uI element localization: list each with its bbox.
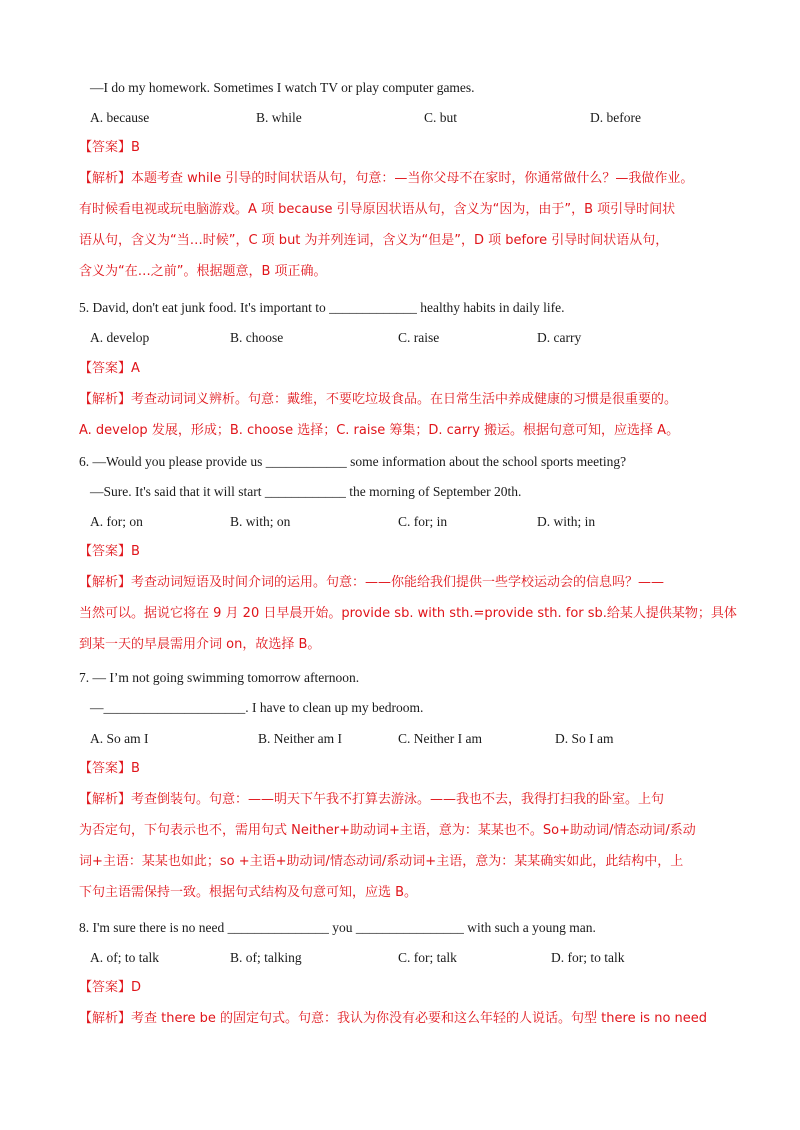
q8-option-b: B. of; talking xyxy=(230,950,302,965)
q5-option-a: A. develop xyxy=(90,330,150,345)
q5-question: 5. David, don't eat junk food. It's important to _____________ healthy habits in daily life. xyxy=(79,300,565,315)
q6-option-d: D. with; in xyxy=(537,514,596,529)
q5-explain-line: A. develop 发展，形成；B. choose 选择；C. raise 筹集；D. carry 搬运。根据句意可知，应选择 A。 xyxy=(79,423,680,438)
q7-explain-line: 为否定句，下句表示也不，需用句式 Neither+助动词+主语，意为：某某也不。So+助动词/情态动词/系动 xyxy=(79,823,696,838)
q7-explain-line: 【解析】考查倒装句。句意：——明天下午我不打算去游泳。——我也不去，我得打扫我的卧室。上句 xyxy=(79,792,665,807)
q4-explain-line: 语从句，含义为“当…时候”，C 项 but 为并列连词，含义为“但是”，D 项 before 引导时间状语从句， xyxy=(79,233,669,248)
q4-answer-label: 【答案】B xyxy=(79,140,140,155)
q6-question-line: 6. —Would you please provide us ____________ some information about the school sports meeting? xyxy=(79,454,627,469)
q5-answer-label: 【答案】A xyxy=(79,361,140,376)
q7-explain-line: 词+主语：某某也如此；so +主语+助动词/情态动词/系动词+主语，意为：某某确实如此，此结构中，上 xyxy=(79,854,684,869)
q7-explain-line: 下句主语需保持一致。根据句式结构及句意可知，应选 B。 xyxy=(79,885,418,900)
q5-option-b: B. choose xyxy=(230,330,284,345)
q6-question-line: —Sure. It's said that it will start ____________ the morning of September 20th. xyxy=(90,484,522,499)
q7-option-b: B. Neither am I xyxy=(258,731,342,746)
q8-option-c: C. for; talk xyxy=(398,950,457,965)
q7-question-line: 7. — I’m not going swimming tomorrow afternoon. xyxy=(79,670,360,685)
q4-explain-line: 含义为“在…之前”。根据题意，B 项正确。 xyxy=(79,264,327,279)
q5-explain-line: 【解析】考查动词词义辨析。句意：戴维，不要吃垃圾食品。在日常生活中养成健康的习惯是很重要的。 xyxy=(79,392,678,407)
q8-option-a: A. of; to talk xyxy=(90,950,159,965)
q7-option-a: A. So am I xyxy=(90,731,149,746)
q4-answer-line: —I do my homework. Sometimes I watch TV or play computer games. xyxy=(90,80,475,95)
q7-answer-label: 【答案】B xyxy=(79,761,140,776)
q4-option-c: C. but xyxy=(424,110,458,125)
q8-option-d: D. for; to talk xyxy=(551,950,625,965)
q7-option-d: D. So I am xyxy=(555,731,614,746)
q6-answer-label: 【答案】B xyxy=(79,544,140,559)
q8-question: 8. I'm sure there is no need _______________ you ________________ with such a young man. xyxy=(79,920,596,935)
q4-explain-line: 有时候看电视或玩电脑游戏。A 项 because 引导原因状语从句，含义为“因为，由于”，B 项引导时间状 xyxy=(79,202,676,217)
q6-option-a: A. for; on xyxy=(90,514,143,529)
q6-option-b: B. with; on xyxy=(230,514,291,529)
q5-option-c: C. raise xyxy=(398,330,440,345)
q6-option-c: C. for; in xyxy=(398,514,448,529)
q7-option-c: C. Neither I am xyxy=(398,731,482,746)
q4-option-d: D. before xyxy=(590,110,641,125)
q8-explain-line: 【解析】考查 there be 的固定句式。句意：我认为你没有必要和这么年轻的人说话。句型 there is no need xyxy=(79,1011,708,1026)
q4-explain-line: 【解析】本题考查 while 引导的时间状语从句，句意：—当你父母不在家时，你通常做什么？—我做作业。 xyxy=(79,171,694,186)
q6-explain-line: 【解析】考查动词短语及时间介词的运用。句意：——你能给我们提供一些学校运动会的信息吗？—— xyxy=(79,575,665,590)
q6-explain-line: 到某一天的早晨需用介词 on，故选择 B。 xyxy=(79,637,321,652)
q4-option-b: B. while xyxy=(256,110,302,125)
q6-explain-line: 当然可以。据说它将在 9 月 20 日早晨开始。provide sb. with sth.=provide sth. for sb.给某人提供某物；具体 xyxy=(79,606,737,621)
q7-question-line: —_____________________. I have to clean up my bedroom. xyxy=(90,700,424,715)
q8-answer-label: 【答案】D xyxy=(79,980,142,995)
q4-option-a: A. because xyxy=(90,110,150,125)
q5-option-d: D. carry xyxy=(537,330,582,345)
